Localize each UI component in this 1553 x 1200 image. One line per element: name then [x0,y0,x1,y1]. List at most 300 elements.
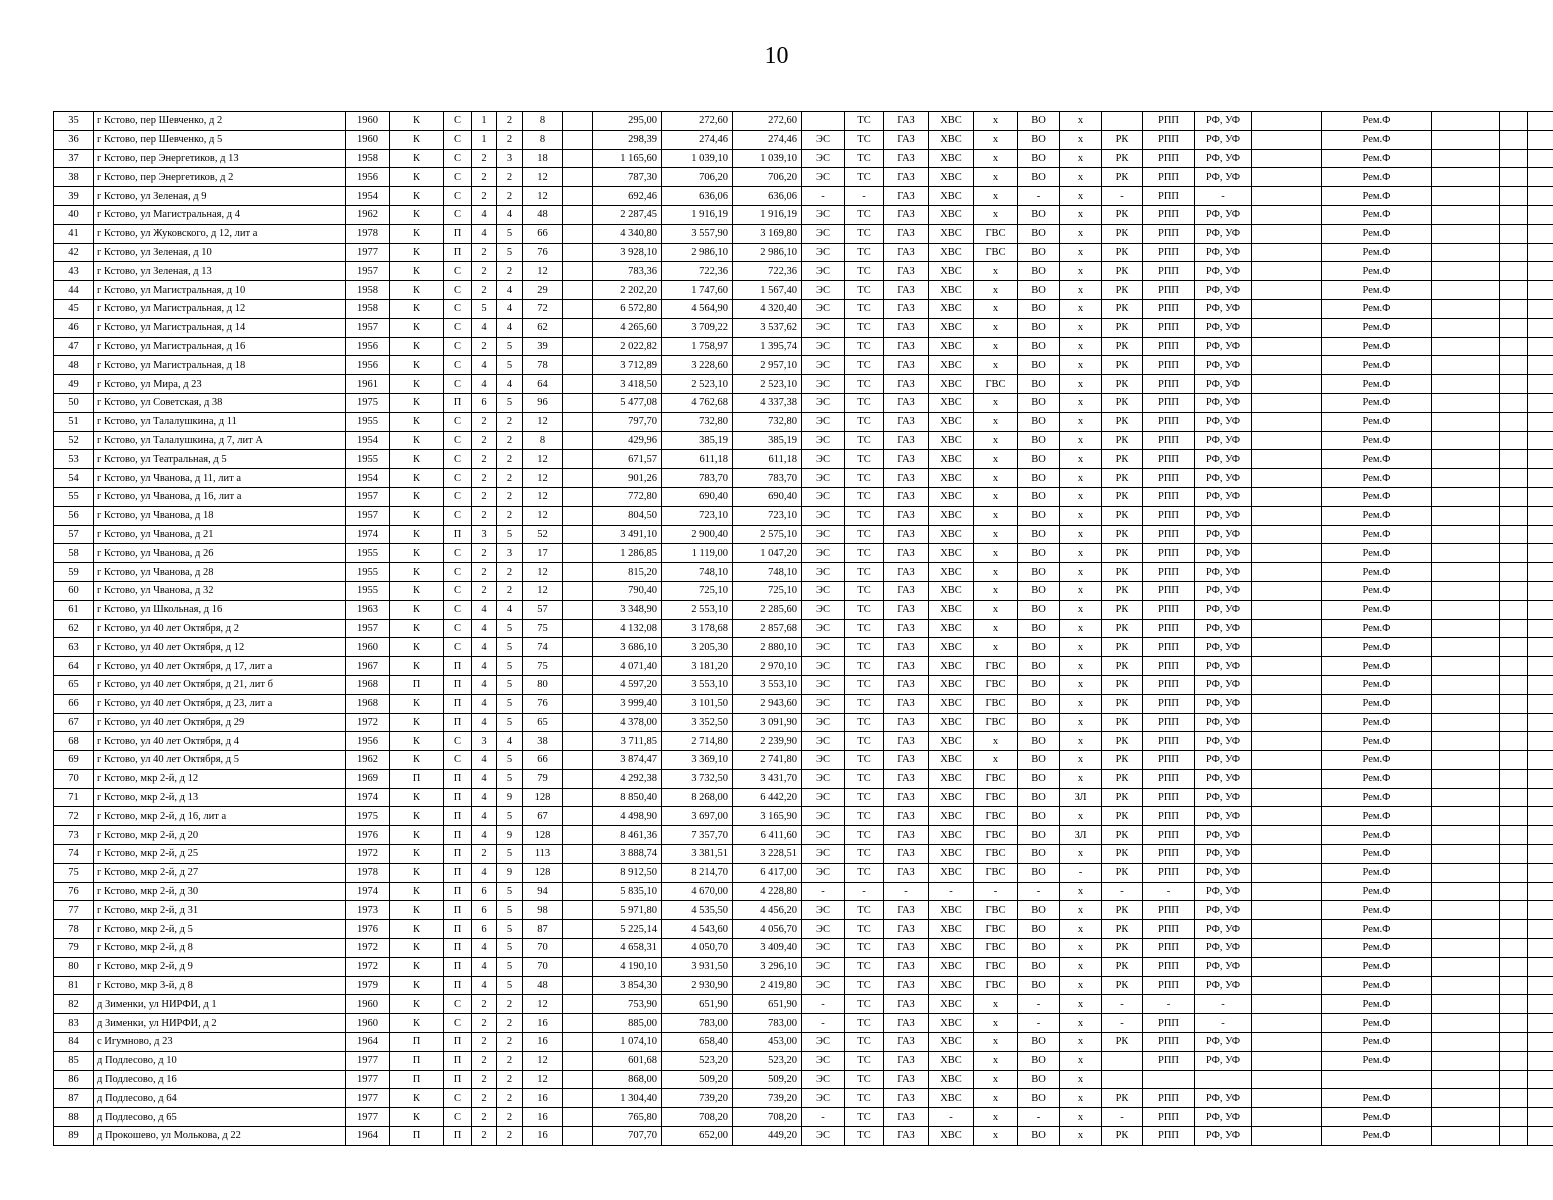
table-row [54,356,1553,375]
table-cell: ЭС [802,901,845,920]
table-cell: РК [1102,431,1143,450]
table-cell: ХВС [929,1014,974,1033]
table-cell [1500,205,1528,224]
table-cell: ХВС [929,638,974,657]
table-cell: 2 [497,187,523,206]
table-cell: х [974,205,1018,224]
address-cell: г Кстово, ул 40 лет Октября, д 5 [94,751,346,770]
table-cell [1432,694,1500,713]
table-cell [1252,675,1322,694]
table-row [54,1070,1553,1089]
table-cell [1252,995,1322,1014]
table-row [54,299,1553,318]
table-cell: ТС [845,581,884,600]
table-cell: 76 [54,882,94,901]
table-cell [1528,224,1553,243]
table-cell: 5 971,80 [593,901,662,920]
table-row [54,769,1553,788]
table-cell: 2 202,20 [593,281,662,300]
table-cell: 70 [54,769,94,788]
table-cell: К [390,205,444,224]
table-cell [1500,920,1528,939]
table-cell: ГАЗ [884,337,929,356]
table-cell: 2 [497,1108,523,1127]
table-cell [563,450,593,469]
table-row [54,826,1553,845]
table-cell: 3 228,51 [733,845,802,864]
table-row [54,130,1553,149]
table-cell [1252,920,1322,939]
table-cell [1500,299,1528,318]
table-row [54,1014,1553,1033]
table-cell: Рем.Ф [1322,863,1432,882]
table-cell: 2 [497,581,523,600]
table-cell: ВО [1018,469,1060,488]
table-cell: ХВС [929,130,974,149]
table-cell [1528,713,1553,732]
table-cell: х [974,995,1018,1014]
table-cell: РК [1102,788,1143,807]
table-cell: х [1060,807,1102,826]
table-cell: РК [1102,544,1143,563]
table-cell: ХВС [929,769,974,788]
table-cell [1528,1070,1553,1089]
table-cell: 2 [497,262,523,281]
table-cell: х [974,638,1018,657]
table-cell: 12 [523,995,563,1014]
table-cell: ТС [845,506,884,525]
table-cell: 12 [523,262,563,281]
table-cell: Рем.Ф [1322,581,1432,600]
table-cell: Рем.Ф [1322,337,1432,356]
table-cell: 885,00 [593,1014,662,1033]
table-cell: С [444,751,472,770]
address-cell: г Кстово, мкр 2-й, д 27 [94,863,346,882]
table-cell: х [974,187,1018,206]
table-cell: РК [1102,450,1143,469]
table-cell: ЭС [802,487,845,506]
table-cell: 4 [472,769,497,788]
table-cell: РК [1102,826,1143,845]
table-cell: РПП [1143,807,1195,826]
table-cell [1500,901,1528,920]
table-cell: К [390,393,444,412]
table-cell: ГАЗ [884,1051,929,1070]
table-cell: ГАЗ [884,863,929,882]
table-cell: С [444,281,472,300]
table-cell [1432,675,1500,694]
table-cell: РПП [1143,205,1195,224]
table-cell: 59 [54,563,94,582]
table-cell: ГВС [974,375,1018,394]
table-row [54,807,1553,826]
table-cell: х [1060,619,1102,638]
table-row [54,1089,1553,1108]
table-cell: 658,40 [662,1033,733,1052]
table-cell: ВО [1018,431,1060,450]
table-cell: - [1102,1108,1143,1127]
table-cell: ВО [1018,563,1060,582]
table-cell: 3 557,90 [662,224,733,243]
table-row [54,168,1553,187]
table-cell: РПП [1143,187,1195,206]
table-cell: К [390,957,444,976]
table-cell: ХВС [929,675,974,694]
table-cell [563,769,593,788]
table-cell: 4 265,60 [593,318,662,337]
table-cell: 4 543,60 [662,920,733,939]
table-cell: х [974,469,1018,488]
table-cell: 61 [54,600,94,619]
table-cell [563,882,593,901]
table-cell: 611,18 [662,450,733,469]
table-cell: - [1143,882,1195,901]
table-cell: ХВС [929,469,974,488]
table-cell: Рем.Ф [1322,1108,1432,1127]
table-cell: 1969 [346,769,390,788]
table-cell: ТС [845,1108,884,1127]
table-cell: 1976 [346,920,390,939]
table-cell: К [390,732,444,751]
table-cell: К [390,318,444,337]
table-cell [1432,957,1500,976]
table-cell: 12 [523,1051,563,1070]
table-cell: ТС [845,412,884,431]
table-cell: х [1060,1033,1102,1052]
table-cell: ВО [1018,1033,1060,1052]
table-cell: ГВС [974,769,1018,788]
table-cell: 2 [472,1070,497,1089]
table-cell: 787,30 [593,168,662,187]
table-cell [563,1051,593,1070]
table-cell: 2 [497,168,523,187]
table-cell: х [1060,1014,1102,1033]
table-cell [563,469,593,488]
table-cell: 60 [54,581,94,600]
table-cell: Рем.Ф [1322,112,1432,131]
table-cell: 723,10 [733,506,802,525]
table-cell: 1960 [346,995,390,1014]
table-cell [1432,732,1500,751]
table-cell: 3 888,74 [593,845,662,864]
table-row [54,581,1553,600]
table-cell: ВО [1018,318,1060,337]
table-cell: РПП [1143,525,1195,544]
table-cell [1500,187,1528,206]
table-cell [1528,675,1553,694]
table-cell [563,1127,593,1146]
table-cell: ГАЗ [884,544,929,563]
table-cell: РПП [1143,299,1195,318]
table-cell: х [974,412,1018,431]
table-cell: ГАЗ [884,901,929,920]
table-cell [1432,393,1500,412]
table-cell: 4 050,70 [662,939,733,958]
table-cell: ЭС [802,751,845,770]
table-cell: ХВС [929,1089,974,1108]
table-cell [1432,920,1500,939]
table-cell: П [444,845,472,864]
table-cell: ТС [845,205,884,224]
table-cell: 3 431,70 [733,769,802,788]
table-cell [1528,581,1553,600]
table-cell: ВО [1018,525,1060,544]
table-cell: х [1060,469,1102,488]
table-cell: К [390,788,444,807]
table-cell [1102,1051,1143,1070]
table-cell: 2 880,10 [733,638,802,657]
table-cell [1528,995,1553,1014]
table-cell: - [1102,882,1143,901]
table-cell: ГВС [974,826,1018,845]
table-cell: 901,26 [593,469,662,488]
table-cell: 651,90 [733,995,802,1014]
table-cell: х [974,563,1018,582]
table-cell [1252,901,1322,920]
table-cell: х [1060,657,1102,676]
table-cell: 722,36 [733,262,802,281]
table-cell: ГАЗ [884,976,929,995]
table-cell: 2 970,10 [733,657,802,676]
table-cell: ГАЗ [884,356,929,375]
table-cell: 4 [472,657,497,676]
table-cell: ХВС [929,732,974,751]
table-row [54,563,1553,582]
table-cell: 1954 [346,187,390,206]
table-cell: х [1060,487,1102,506]
table-cell: РФ, УФ [1195,243,1252,262]
table-cell: П [444,1033,472,1052]
table-cell: 4 [472,675,497,694]
address-cell: г Кстово, ул Талалушкина, д 11 [94,412,346,431]
table-cell: РПП [1143,375,1195,394]
table-cell: РФ, УФ [1195,149,1252,168]
table-cell: РФ, УФ [1195,224,1252,243]
table-cell: С [444,187,472,206]
table-row [54,619,1553,638]
table-cell: ГВС [974,976,1018,995]
table-cell: С [444,149,472,168]
table-cell [1500,826,1528,845]
table-cell: 2 [497,563,523,582]
table-cell [1500,939,1528,958]
table-cell [1500,168,1528,187]
table-cell [563,525,593,544]
table-cell: РК [1102,224,1143,243]
table-cell: 8 912,50 [593,863,662,882]
table-cell: 1968 [346,694,390,713]
table-cell: ВО [1018,675,1060,694]
table-cell: 74 [523,638,563,657]
table-cell [1432,187,1500,206]
table-cell: 2 [472,544,497,563]
table-cell: 1958 [346,281,390,300]
table-cell: 636,06 [662,187,733,206]
table-cell: РФ, УФ [1195,112,1252,131]
table-cell: ВО [1018,807,1060,826]
table-body [54,112,1553,1146]
table-cell: 797,70 [593,412,662,431]
table-cell: Рем.Ф [1322,807,1432,826]
table-cell [1500,1127,1528,1146]
table-cell: 1 916,19 [733,205,802,224]
table-cell: 88 [54,1108,94,1127]
table-cell: РПП [1143,281,1195,300]
table-cell: Рем.Ф [1322,130,1432,149]
table-cell: РПП [1143,450,1195,469]
table-cell: РПП [1143,788,1195,807]
table-cell: 3 711,85 [593,732,662,751]
table-cell: 2 [472,1051,497,1070]
housing-register-table [53,111,1553,1146]
table-cell [1143,1070,1195,1089]
table-cell: Рем.Ф [1322,845,1432,864]
table-cell: - [845,882,884,901]
table-cell: П [390,769,444,788]
table-cell: 2 [472,281,497,300]
table-cell: 49 [54,375,94,394]
table-cell: 1 916,19 [662,205,733,224]
table-cell: 783,70 [662,469,733,488]
address-cell: г Кстово, ул Чванова, д 21 [94,525,346,544]
table-cell: ГАЗ [884,525,929,544]
address-cell: г Кстово, ул 40 лет Октября, д 12 [94,638,346,657]
table-cell: х [1060,431,1102,450]
table-cell: Рем.Ф [1322,657,1432,676]
table-cell: 5 [497,393,523,412]
table-row [54,469,1553,488]
table-cell: РФ, УФ [1195,130,1252,149]
table-cell [1252,469,1322,488]
table-cell: Рем.Ф [1322,318,1432,337]
table-cell [563,619,593,638]
table-cell [1528,243,1553,262]
address-cell: г Кстово, пер Энергетиков, д 2 [94,168,346,187]
table-cell: ЭС [802,525,845,544]
table-cell: РПП [1143,957,1195,976]
table-cell: 1978 [346,224,390,243]
table-cell: 6 [472,901,497,920]
table-cell: 50 [54,393,94,412]
table-cell: ХВС [929,243,974,262]
table-cell: 55 [54,487,94,506]
table-cell: ТС [845,863,884,882]
table-cell: П [444,826,472,845]
table-cell [1252,1108,1322,1127]
table-cell: 48 [54,356,94,375]
table-cell: ГАЗ [884,638,929,657]
table-cell: С [444,318,472,337]
table-cell: х [1060,845,1102,864]
table-cell: 1961 [346,375,390,394]
address-cell: г Кстово, мкр 2-й, д 9 [94,957,346,976]
table-cell [1252,375,1322,394]
table-cell: ХВС [929,563,974,582]
table-cell: 5 [497,807,523,826]
address-cell: г Кстово, ул Зеленая, д 13 [94,262,346,281]
table-cell: 2 022,82 [593,337,662,356]
table-cell [1528,1108,1553,1127]
table-cell: 4 [472,356,497,375]
table-cell: ХВС [929,657,974,676]
table-cell [563,751,593,770]
table-cell: 66 [523,751,563,770]
table-row [54,920,1553,939]
table-cell: П [444,901,472,920]
table-cell: ГВС [974,901,1018,920]
table-cell: 6 [472,882,497,901]
table-cell [1500,469,1528,488]
table-cell [1528,318,1553,337]
table-cell: 1 074,10 [593,1033,662,1052]
table-cell: 1972 [346,957,390,976]
table-cell [1528,544,1553,563]
table-cell: 3 874,47 [593,751,662,770]
table-cell: РПП [1143,469,1195,488]
table-cell: РФ, УФ [1195,976,1252,995]
table-cell [1432,112,1500,131]
table-cell: 3 205,30 [662,638,733,657]
table-cell [563,262,593,281]
table-cell: Рем.Ф [1322,469,1432,488]
table-cell [1252,863,1322,882]
table-cell: - [802,1108,845,1127]
table-cell [1528,901,1553,920]
table-cell: 2 [497,412,523,431]
table-cell: РК [1102,920,1143,939]
table-cell: С [444,450,472,469]
table-cell: К [390,1108,444,1127]
table-cell: ТС [845,525,884,544]
table-cell [1432,1108,1500,1127]
table-cell: ХВС [929,112,974,131]
table-cell: 708,20 [662,1108,733,1127]
table-cell: 2 [497,487,523,506]
table-cell: 2 239,90 [733,732,802,751]
table-cell: К [390,563,444,582]
table-cell: 36 [54,130,94,149]
table-cell: ГАЗ [884,112,929,131]
table-cell: ХВС [929,168,974,187]
table-cell: С [444,487,472,506]
table-cell [1432,563,1500,582]
table-cell: ВО [1018,1127,1060,1146]
table-cell: 732,80 [662,412,733,431]
table-cell: 739,20 [662,1089,733,1108]
table-cell: 4 [497,318,523,337]
table-cell: 2 857,68 [733,619,802,638]
table-cell: 509,20 [662,1070,733,1089]
table-cell: 3 732,50 [662,769,733,788]
table-cell: Рем.Ф [1322,1127,1432,1146]
table-cell: К [390,976,444,995]
address-cell: г Кстово, мкр 2-й, д 8 [94,939,346,958]
table-cell: ХВС [929,487,974,506]
table-cell: 4 [472,807,497,826]
table-cell: х [1060,224,1102,243]
table-cell [1500,845,1528,864]
table-cell: 16 [523,1108,563,1127]
address-cell: г Кстово, ул Чванова, д 28 [94,563,346,582]
table-cell: П [444,393,472,412]
table-cell: ВО [1018,769,1060,788]
table-cell: ТС [845,1127,884,1146]
table-cell [563,544,593,563]
table-cell: - [1143,995,1195,1014]
table-cell: РПП [1143,431,1195,450]
table-cell: ГАЗ [884,262,929,281]
table-cell: ХВС [929,356,974,375]
